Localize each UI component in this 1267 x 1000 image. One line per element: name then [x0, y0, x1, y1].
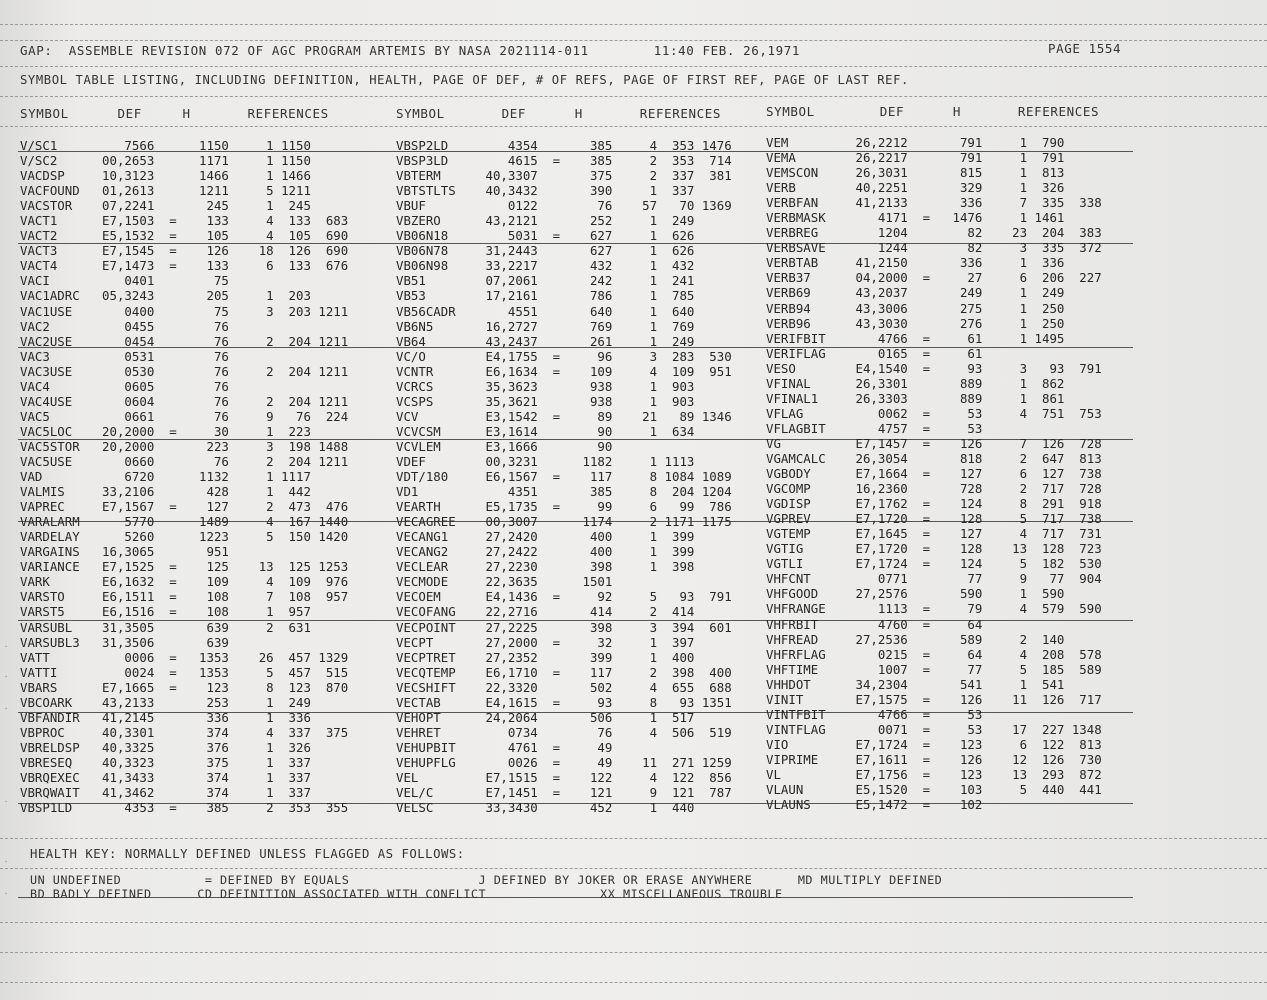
symbol-row: VERBMASK 4171 = 1476 1 1461: [766, 210, 1065, 226]
symbol-row: VECTAB E4,1615 = 93 8 93 1351: [396, 694, 732, 710]
symbol-row: VCVCSM E3,1614 90 1 634: [396, 423, 695, 439]
listing-description: SYMBOL TABLE LISTING, INCLUDING DEFINITION, HEALTH, PAGE OF DEF, # OF REFS, PAGE OF FIRST REF, PAGE OF LAST REF.: [20, 73, 909, 87]
symbol-row: VGPREV E7,1720 = 128 5 717 738: [766, 511, 1102, 527]
symbol-row: VDEF 00,3231 1182 1 1113: [396, 453, 695, 469]
symbol-row: VHFRBIT 4760 = 64: [766, 616, 983, 632]
symbol-row: VAC2 0455 76: [20, 318, 229, 334]
symbol-row: VGTLI E7,1724 = 124 5 182 530: [766, 556, 1102, 572]
symbol-row: VAC1USE 0400 75 3 203 1211: [20, 303, 349, 319]
column-header-1: SYMBOL DEF H REFERENCES: [20, 106, 329, 121]
page-number: PAGE 1554: [1048, 41, 1122, 56]
symbol-row: VBPROC 40,3301 374 4 337 375: [20, 724, 349, 740]
symbol-row: VBSP3LD 4615 = 385 2 353 714: [396, 153, 732, 169]
symbol-row: VINTFBIT 4766 = 53: [766, 706, 983, 722]
symbol-row: VARGAINS 16,3065 951: [20, 544, 229, 560]
symbol-row: VECANG1 27,2420 400 1 399: [396, 529, 695, 545]
symbol-row: VBRQWAIT 41,3462 374 1 337: [20, 785, 311, 801]
symbol-row: VCVLEM E3,1666 90: [396, 438, 613, 454]
fold-rule: [0, 126, 1267, 127]
symbol-row: VERIFLAG 0165 = 61: [766, 345, 983, 361]
health-key-title: HEALTH KEY: NORMALLY DEFINED UNLESS FLAGGED AS FOLLOWS:: [30, 847, 465, 861]
margin-tick: ·: [4, 643, 9, 651]
symbol-row: VERB37 04,2000 = 27 6 206 227: [766, 270, 1102, 286]
symbol-row: VAC3USE 0530 76 2 204 1211: [20, 363, 349, 379]
symbol-row: VATT 0006 = 1353 26 457 1329: [20, 649, 349, 665]
symbol-row: VECMODE 22,3635 1501: [396, 574, 613, 590]
symbol-row: VECLEAR 27,2230 398 1 398: [396, 559, 695, 575]
margin-tick: ·: [4, 705, 9, 713]
symbol-row: VARSTO E6,1511 = 108 7 108 957: [20, 589, 349, 605]
health-key-line-1: UN UNDEFINED = DEFINED BY EQUALS J DEFINED BY JOKER OR ERASE ANYWHERE MD MULTIPLY DEFINED: [30, 873, 943, 887]
symbol-row: VBRQEXEC 41,3433 374 1 337: [20, 769, 311, 785]
symbol-row: VECPOINT 27,2225 398 3 394 601: [396, 619, 732, 635]
symbol-row: VAC1ADRC 05,3243 205 1 203: [20, 288, 311, 304]
symbol-row: VAC5 0661 76 9 76 224: [20, 408, 349, 424]
symbol-row: VEHOPT 24,2064 506 1 517: [396, 709, 695, 725]
fold-rule: [0, 922, 1267, 923]
symbol-row: VHFCNT 0771 77 9 77 904: [766, 571, 1102, 587]
symbol-row: VATTI 0024 = 1353 5 457 515: [20, 664, 349, 680]
margin-tick: ·: [4, 673, 9, 681]
symbol-row: VBSP1LD 4353 = 385 2 353 355: [20, 800, 349, 816]
symbol-row: VAC2USE 0454 76 2 204 1211: [20, 333, 349, 349]
symbol-row: VBRELDSP 40,3325 376 1 326: [20, 739, 311, 755]
symbol-row: VERB94 43,3006 275 1 250: [766, 300, 1065, 316]
symbol-row: VACI 0401 75: [20, 273, 229, 289]
symbol-row: VINIT E7,1575 = 126 11 126 717: [766, 691, 1102, 707]
margin-tick: ·: [4, 798, 9, 806]
symbol-row: VHFREAD 27,2536 589 2 140: [766, 631, 1065, 647]
margin-tick: ·: [4, 890, 9, 898]
symbol-row: VB06N18 5031 = 627 1 626: [396, 228, 695, 244]
symbol-row: VBSP2LD 4354 385 4 353 1476: [396, 138, 732, 153]
symbol-row: VARIANCE E7,1525 = 125 13 125 1253: [20, 559, 349, 575]
symbol-column-2: [396, 138, 732, 815]
symbol-row: VAC4 0605 76: [20, 378, 229, 394]
symbol-row: VGTIG E7,1720 = 128 13 128 723: [766, 541, 1102, 557]
symbol-row: VAPREC E7,1567 = 127 2 473 476: [20, 499, 349, 515]
symbol-row: VB51 07,2061 242 1 241: [396, 273, 695, 289]
symbol-row: VIPRIME E7,1611 = 126 12 126 730: [766, 751, 1102, 767]
symbol-row: VG E7,1457 = 126 7 126 728: [766, 435, 1102, 451]
symbol-row: VLAUN E5,1520 = 103 5 440 441: [766, 782, 1102, 798]
symbol-row: VGCOMP 16,2360 728 2 717 728: [766, 481, 1102, 497]
assembly-title: GAP: ASSEMBLE REVISION 072 OF AGC PROGRAM ARTEMIS BY NASA 2021114-011 11:40 FEB. 26,1971: [20, 43, 801, 58]
symbol-row: VEHUPFLG 0026 = 49 11 271 1259: [396, 754, 732, 770]
symbol-row: VARALARM 5770 1489 4 167 1440: [20, 514, 349, 530]
symbol-row: VARST5 E6,1516 = 108 1 957: [20, 604, 311, 620]
symbol-row: VGBODY E7,1664 = 127 6 127 738: [766, 466, 1102, 482]
symbol-row: VACT2 E5,1532 = 105 4 105 690: [20, 228, 349, 244]
fold-rule: [0, 96, 1267, 97]
symbol-row: VAD 6720 1132 1 1117: [20, 469, 311, 485]
symbol-row: VLAUNS E5,1472 = 102: [766, 797, 983, 813]
symbol-row: VECSHIFT 22,3320 502 4 655 688: [396, 679, 732, 695]
symbol-row: VAC3 0531 76: [20, 348, 229, 364]
symbol-row: VGAMCALC 26,3054 818 2 647 813: [766, 450, 1102, 466]
symbol-row: VERBREG 1204 82 23 204 383: [766, 225, 1102, 241]
symbol-row: VC/O E4,1755 = 96 3 283 530: [396, 348, 732, 364]
symbol-row: VEARTH E5,1735 = 99 6 99 786: [396, 499, 732, 515]
symbol-row: VCV E3,1542 = 89 21 89 1346: [396, 408, 732, 424]
fold-rule: [0, 982, 1267, 983]
symbol-row: VEL/C E7,1451 = 121 9 121 787: [396, 785, 732, 801]
symbol-row: VL E7,1756 = 123 13 293 872: [766, 766, 1102, 782]
symbol-row: VB06N78 31,2443 627 1 626: [396, 243, 695, 259]
column-header-3: SYMBOL DEF H REFERENCES: [766, 104, 1100, 119]
column-header-2: SYMBOL DEF H REFERENCES: [396, 106, 722, 121]
symbol-row: VARK E6,1632 = 109 4 109 976: [20, 574, 349, 590]
symbol-row: VECPT 27,2000 = 32 1 397: [396, 634, 695, 650]
symbol-row: VB53 17,2161 786 1 785: [396, 288, 695, 304]
symbol-row: VARDELAY 5260 1223 5 150 1420: [20, 529, 349, 545]
symbol-row: VACT1 E7,1503 = 133 4 133 683: [20, 213, 349, 229]
symbol-row: VHFRFLAG 0215 = 64 4 208 578: [766, 646, 1102, 662]
symbol-row: VHFGOOD 27,2576 590 1 590: [766, 586, 1065, 602]
symbol-row: VACT4 E7,1473 = 133 6 133 676: [20, 258, 349, 274]
symbol-row: VEMA 26,2217 791 1 791: [766, 150, 1065, 166]
symbol-row: VECQTEMP E6,1710 = 117 2 398 400: [396, 664, 732, 680]
symbol-row: VEMSCON 26,3031 815 1 813: [766, 165, 1065, 181]
symbol-row: V/SC1 7566 1150 1 1150: [20, 138, 311, 153]
symbol-row: VB64 43,2437 261 1 249: [396, 333, 695, 349]
symbol-row: VELSC 33,3430 452 1 440: [396, 800, 695, 816]
symbol-row: VIO E7,1724 = 123 6 122 813: [766, 736, 1102, 752]
symbol-row: VECOEM E4,1436 = 92 5 93 791: [396, 589, 732, 605]
symbol-row: VHFTIME 1007 = 77 5 185 589: [766, 661, 1102, 677]
symbol-row: VBUF 0122 76 57 70 1369: [396, 198, 732, 214]
symbol-row: VESO E4,1540 = 93 3 93 791: [766, 360, 1102, 376]
symbol-column-1: [20, 138, 348, 815]
symbol-row: VEHUPBIT 4761 = 49: [396, 739, 613, 755]
symbol-row: VDT/180 E6,1567 = 117 8 1084 1089: [396, 469, 732, 485]
symbol-row: VEL E7,1515 = 122 4 122 856: [396, 769, 732, 785]
symbol-row: VB06N98 33,2217 432 1 432: [396, 258, 695, 274]
symbol-row: VBRESEQ 40,3323 375 1 337: [20, 754, 311, 770]
symbol-row: VCNTR E6,1634 = 109 4 109 951: [396, 363, 732, 379]
symbol-row: VACT3 E7,1545 = 126 18 126 690: [20, 243, 349, 259]
symbol-row: VACSTOR 07,2241 245 1 245: [20, 198, 311, 214]
symbol-row: VFINAL 26,3301 889 1 862: [766, 375, 1065, 391]
symbol-row: VINTFLAG 0071 = 53 17 227 1348: [766, 721, 1102, 737]
symbol-row: VBZERO 43,2121 252 1 249: [396, 213, 695, 229]
symbol-row: VAC5USE 0660 76 2 204 1211: [20, 453, 349, 469]
symbol-row: VBTSTLTS 40,3432 390 1 337: [396, 183, 695, 199]
fold-rule: [0, 838, 1267, 839]
margin-tick: ·: [4, 858, 9, 866]
symbol-column-3: [766, 135, 1102, 812]
symbol-row: VACFOUND 01,2613 1211 5 1211: [20, 183, 311, 199]
symbol-row: VERIFBIT 4766 = 61 1 1495: [766, 330, 1065, 346]
symbol-row: VGTEMP E7,1645 = 127 4 717 731: [766, 526, 1102, 542]
symbol-row: VBFANDIR 41,2145 336 1 336: [20, 709, 311, 725]
symbol-row: VCSPS 35,3621 938 1 903: [396, 393, 695, 409]
symbol-row: VFLAGBIT 4757 = 53: [766, 420, 983, 436]
symbol-row: VACDSP 10,3123 1466 1 1466: [20, 168, 311, 184]
symbol-row: VARSUBL 31,3505 639 2 631: [20, 619, 311, 635]
symbol-row: VARSUBL3 31,3506 639: [20, 634, 229, 650]
fold-rule: [0, 24, 1267, 25]
symbol-row: VECANG2 27,2422 400 1 399: [396, 544, 695, 560]
symbol-row: VBCOARK 43,2133 253 1 249: [20, 694, 311, 710]
symbol-row: VBARS E7,1665 = 123 8 123 870: [20, 679, 349, 695]
fold-rule: [0, 868, 1267, 869]
symbol-row: VD1 4351 385 8 204 1204: [396, 484, 732, 500]
symbol-row: VAC4USE 0604 76 2 204 1211: [20, 393, 349, 409]
fold-rule: [0, 952, 1267, 953]
symbol-row: VFLAG 0062 = 53 4 751 753: [766, 405, 1102, 421]
symbol-row: V/SC2 00,2653 1171 1 1150: [20, 153, 311, 169]
symbol-row: VFINAL1 26,3303 889 1 861: [766, 390, 1065, 406]
symbol-row: VECOFANG 22,2716 414 2 414: [396, 604, 695, 620]
symbol-row: VERB 40,2251 329 1 326: [766, 180, 1065, 196]
symbol-row: VB56CADR 4551 640 1 640: [396, 303, 695, 319]
symbol-row: VAC5LOC 20,2000 = 30 1 223: [20, 423, 311, 439]
symbol-row: VCRCS 35,3623 938 1 903: [396, 378, 695, 394]
symbol-row: VECPTRET 27,2352 399 1 400: [396, 649, 695, 665]
symbol-row: VERBTAB 41,2150 336 1 336: [766, 255, 1065, 271]
symbol-row: VERB96 43,3030 276 1 250: [766, 315, 1065, 331]
symbol-row: VERB69 43,2037 249 1 249: [766, 285, 1065, 301]
symbol-row: VAC5STOR 20,2000 223 3 198 1488: [20, 438, 349, 454]
symbol-row: VHHDOT 34,2304 541 1 541: [766, 676, 1065, 692]
symbol-row: VERBSAVE 1244 82 3 335 372: [766, 240, 1102, 256]
symbol-row: VHFRANGE 1113 = 79 4 579 590: [766, 601, 1102, 617]
symbol-row: VEHRET 0734 76 4 506 519: [396, 724, 732, 740]
health-key-line-2: BD BADLY DEFINED CD DEFINITION ASSOCIATED WITH CONFLICT XX MISCELLANEOUS TROUBLE: [30, 887, 783, 901]
symbol-row: VB6N5 16,2727 769 1 769: [396, 318, 695, 334]
symbol-row: VEM 26,2212 791 1 790: [766, 135, 1065, 150]
symbol-row: VBTERM 40,3307 375 2 337 381: [396, 168, 732, 184]
symbol-row: VERBFAN 41,2133 336 7 335 338: [766, 195, 1102, 211]
symbol-row: VGDISP E7,1762 = 124 8 291 918: [766, 496, 1102, 512]
symbol-row: VALMIS 33,2106 428 1 442: [20, 484, 311, 500]
fold-rule: [0, 66, 1267, 67]
symbol-row: VECAGREE 00,3007 1174 2 1171 1175: [396, 514, 732, 530]
